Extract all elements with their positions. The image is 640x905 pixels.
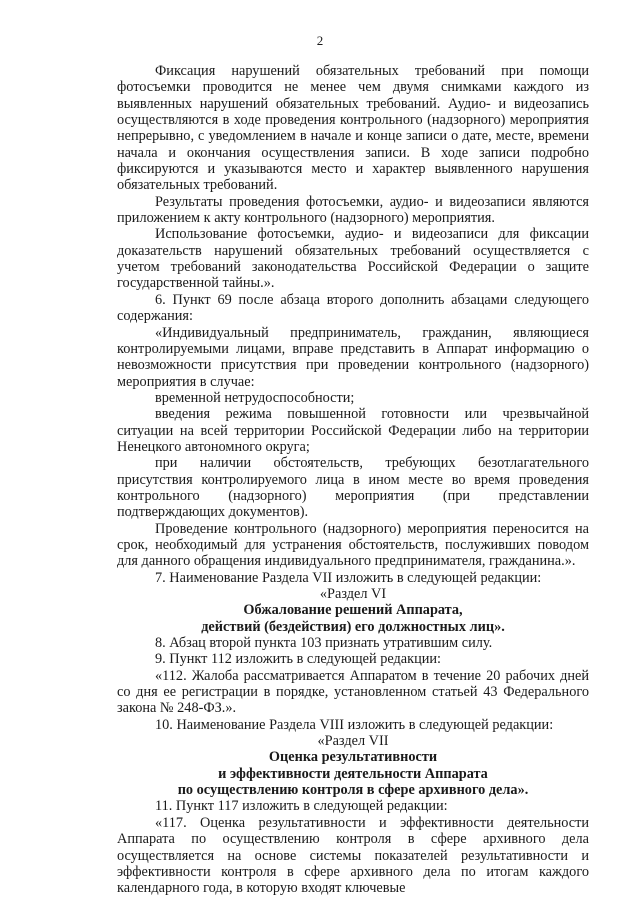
- paragraph: «Индивидуальный предприниматель, гражданин, являющиеся контролируемыми лицами, вправе представить в Аппарат информацию о невозможности присутствия при проведении контрольного (надзорного) мероприятия в случае:: [117, 324, 589, 390]
- heading-line: по осуществлению контроля в сфере архивного дела».: [177, 782, 529, 799]
- paragraph: «117. Оценка результативности и эффективности деятельности Аппарата по осуществлению контроля в сфере архивного дела осуществляется на основе системы показателей результативности и эффективности контроля в сфере архивного дела по итогам каждого календарного года, в которую входят ключевые: [117, 814, 589, 897]
- heading-line: Обжалование решений Аппарата,: [243, 602, 463, 619]
- document-body: [117, 63, 589, 897]
- paragraph: 6. Пункт 69 после абзаца второго дополнить абзацами следующего содержания:: [117, 291, 589, 325]
- paragraph: при наличии обстоятельств, требующих безотлагательного присутствия контролируемого лица в ином месте во время проведения контрольного (надзорного) мероприятия (при представлении подтверждающих документов).: [117, 455, 589, 521]
- paragraph: введения режима повышенной готовности или чрезвычайной ситуации на всей территории Российской Федерации либо на территории Ненецкого автономного округа;: [117, 406, 589, 455]
- heading-line: действий (бездействия) его должностных лиц».: [201, 618, 505, 635]
- paragraph: 7. Наименование Раздела VII изложить в следующей редакции:: [155, 569, 542, 586]
- paragraph: Результаты проведения фотосъемки, аудио- и видеозаписи являются приложением к акту контрольного (надзорного) мероприятия.: [117, 193, 589, 227]
- paragraph: Проведение контрольного (надзорного) мероприятия переносится на срок, необходимый для устранения обстоятельств, послуживших поводом для данного обращения индивидуального предпринимателя, гражданина.».: [117, 520, 589, 570]
- paragraph: Фиксация нарушений обязательных требований при помощи фотосъемки проводится не менее чем двумя снимками каждого из выявленных нарушений обязательных требований. Аудио- и видеозапись осуществляются в ходе проведения контрольного (надзорного) мероприятия непрерывно, с уведомлением в начале и конце записи о дате, месте, времени начала и окончания осуществления записи. В ходе записи подробно фиксируются и указываются место и характер выявленного нарушения обязательных требований.: [117, 63, 589, 194]
- paragraph: временной нетрудоспособности;: [155, 389, 355, 406]
- paragraph: 11. Пункт 117 изложить в следующей редакции:: [155, 798, 448, 815]
- paragraph: Использование фотосъемки, аудио- и видеозаписи для фиксации доказательств нарушений обязательных требований осуществляется с учетом требований законодательства Российской Федерации о защите государственной тайны.».: [117, 226, 589, 292]
- page-number: 2: [316, 33, 324, 48]
- paragraph: 10. Наименование Раздела VIII изложить в следующей редакции:: [155, 716, 554, 733]
- heading-line: «Раздел VI: [319, 586, 387, 602]
- paragraph: 9. Пункт 112 изложить в следующей редакции:: [155, 651, 442, 668]
- heading-line: и эффективности деятельности Аппарата: [218, 765, 488, 782]
- heading-line: «Раздел VII: [317, 733, 389, 750]
- heading-line: Оценка результативности: [268, 749, 438, 766]
- paragraph: «112. Жалоба рассматривается Аппаратом в течение 20 рабочих дней со дня ее регистрации в порядке, установленном статьей 43 Федерального закона № 248-ФЗ.».: [117, 667, 589, 717]
- paragraph: 8. Абзац второй пункта 103 признать утратившим силу.: [155, 635, 493, 652]
